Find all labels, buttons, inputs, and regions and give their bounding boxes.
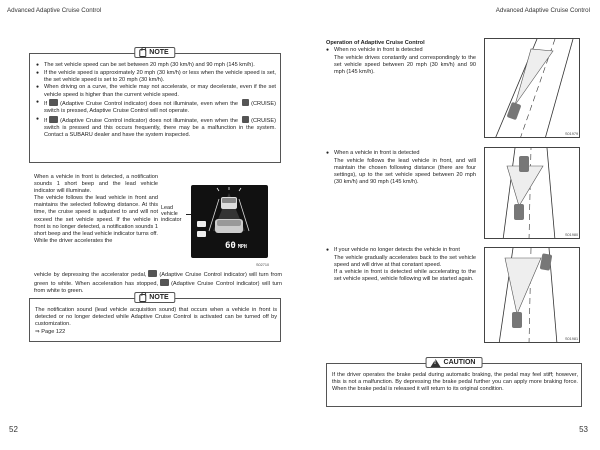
- road-figure-3: [484, 247, 580, 343]
- warning-icon: [431, 359, 441, 367]
- acc-indicator-icon: [49, 99, 58, 106]
- list-item: ● When no vehicle in front is detected: [326, 47, 476, 54]
- note-box-bottom: [29, 293, 281, 342]
- road-figure-1: [484, 38, 580, 138]
- cruise-switch-icon: [242, 99, 249, 106]
- left-body-text-wide: vehicle by depressing the accelerator pedal, (Adaptive Cruise Control indicator) will turn from green to white. When acceleration has stopped, (Adaptive Cruise Control indicator) will turn from white to green.: [34, 272, 282, 295]
- caution-text: If the driver operates the brake pedal during automatic braking, the pedal may feel stiff; however, this is not a malfunction. By depressing the brake pedal further you can apply more braking force. When the brake pedal is released it will return to its original condition.: [332, 372, 578, 393]
- hand-icon: [139, 49, 146, 57]
- list-item: ● If (Adaptive Cruise Control indicator) does not illuminate, even when the (CRUISE) switch is pressed and this occurs frequently, there may be a malfunction in the system. Contact a SUBARU dealer and have the system inspected.: [36, 116, 276, 139]
- paragraph: The vehicle gradually accelerates back to the set vehicle speed and will drive at that constant speed.: [334, 254, 476, 268]
- caution-label: [426, 357, 483, 368]
- note-title: NOTE: [149, 293, 169, 301]
- right-section-3: [326, 247, 476, 283]
- note-list: [36, 62, 276, 140]
- note-title: NOTE: [149, 48, 169, 56]
- right-section-1: [326, 40, 476, 76]
- hand-icon: [139, 294, 146, 302]
- page-number-right: 53: [579, 425, 588, 434]
- header-right: Advanced Adaptive Cruise Control: [495, 7, 590, 14]
- caution-box: [326, 358, 582, 407]
- list-item: ● If the vehicle speed is approximately 20 mph (30 km/h) or less when the vehicle speed is set, the set vehicle speed is set to 20 mph (30 km/h).: [36, 70, 276, 84]
- acc-indicator-icon: [148, 270, 157, 277]
- acc-indicator-icon: [160, 279, 169, 286]
- figure-code: S01980: [565, 233, 579, 237]
- right-section-2: [326, 150, 476, 186]
- lead-vehicle-label: Lead vehicle indicator: [161, 205, 182, 223]
- caution-title: CAUTION: [443, 358, 476, 366]
- paragraph: If a vehicle in front is detected while accelerating to the set vehicle speed, vehicle following will be started again.: [334, 268, 476, 282]
- header-left: Advanced Adaptive Cruise Control: [7, 7, 102, 14]
- cruise-switch-icon: [242, 116, 249, 123]
- paragraph: When a vehicle in front is detected, a notification sounds 1 short beep and the lead vehicle indicator will illuminate.: [34, 174, 158, 195]
- figure-code: S02710: [256, 263, 270, 267]
- page-number-left: 52: [9, 425, 18, 434]
- note-label: [134, 47, 175, 58]
- note-box-top: [29, 48, 281, 163]
- acc-indicator-icon: [49, 116, 58, 123]
- note-label: [134, 292, 175, 303]
- list-item: ● When a vehicle in front is detected: [326, 150, 476, 157]
- paragraph: The vehicle follows the lead vehicle in front and maintains the selected following distance. At this time, the cruise speed is adjusted to and will not exceed the set vehicle speed. If the vehicle in front is no longer detected, a notification sounds 1 short beep and the lead vehicle indicator turns off. While the driver accelerates the: [34, 195, 158, 244]
- note2-text: The notification sound (lead vehicle acquisition sound) that occurs when a vehicle in front is detected or no longer detected while Adaptive Cruise Control is activated can be turned off by customization. ⇒ Page 122: [35, 307, 277, 335]
- paragraph: The vehicle follows the lead vehicle in front, and will maintain the chosen following distance (there are four settings), up to the set vehicle speed between 20 mph (30 km/h) and 90 mph (145 km/h).: [334, 157, 476, 185]
- list-item: ● If (Adaptive Cruise Control indicator) does not illuminate, even when the (CRUISE) switch is pressed, Adaptive Cruise Control will not operate.: [36, 99, 276, 115]
- list-item: ● When driving on a curve, the vehicle may not accelerate, or may decelerate, even if the set vehicle speed is higher than the current vehicle speed.: [36, 84, 276, 98]
- left-body-text: [34, 174, 158, 245]
- figure-code: S01981: [565, 337, 579, 341]
- section-heading: Operation of Adaptive Cruise Control: [326, 40, 425, 46]
- instrument-display-figure: [191, 185, 268, 258]
- paragraph: The vehicle drives constantly and correspondingly to the set vehicle speed between 20 mph (30 km/h) and 90 mph (145 km/h).: [334, 54, 476, 75]
- list-item: ● If your vehicle no longer detects the vehicle in front: [326, 247, 476, 254]
- figure-code: S01979: [565, 132, 579, 136]
- list-item: ● The set vehicle speed can be set between 20 mph (30 km/h) and 90 mph (145 km/h).: [36, 62, 276, 69]
- page-ref-link[interactable]: ⇒ Page 122: [35, 328, 66, 335]
- speed-readout: 60 MPH: [225, 241, 247, 251]
- road-figure-2: [484, 147, 580, 239]
